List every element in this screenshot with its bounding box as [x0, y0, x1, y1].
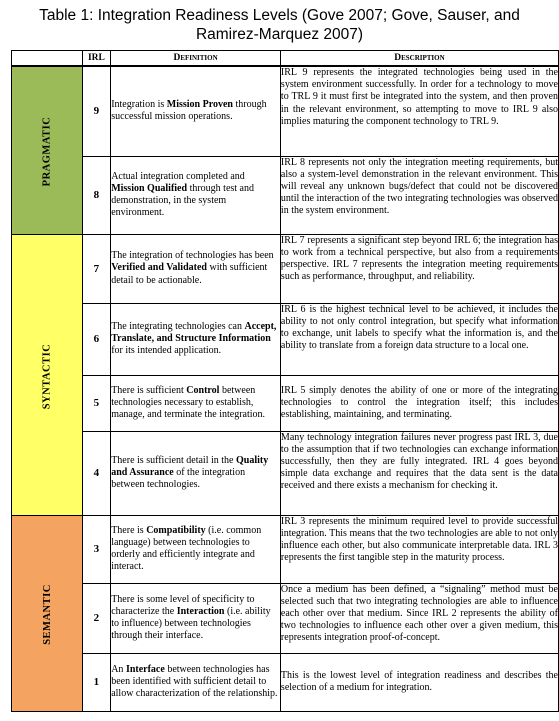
table-row — [12, 583, 559, 653]
category-pragmatic — [12, 66, 83, 234]
table-row — [12, 515, 559, 583]
definition-cell: Actual integration completed and Mission Qualified through test and demonstration, in the system environment. — [111, 156, 281, 234]
table-row — [12, 66, 559, 156]
irl-level: 3 — [82, 515, 111, 583]
definition-keyword: Mission Proven — [166, 99, 233, 111]
definition-cell: There is some level of specificity to characterize the Interaction (i.e. ability to influence) between technologies through their interface. — [111, 583, 281, 653]
table-row — [12, 234, 559, 303]
irl-level: 8 — [82, 156, 111, 234]
definition-cell: The integration of technologies has been Verified and Validated with sufficient detail to be actionable. — [111, 234, 281, 303]
definition-keyword: Interface — [125, 663, 165, 675]
definition-keyword: Compatibility — [146, 524, 206, 536]
irl-level: 4 — [82, 431, 111, 515]
definition-keyword: Mission Qualified — [111, 182, 188, 194]
definition-keyword: Accept, Translate, and Structure Information — [111, 320, 277, 344]
definition-cell: There is sufficient Control between technologies necessary to establish, manage, and terminate the integration. — [111, 375, 281, 431]
definition-cell: Integration is Mission Proven through successful mission operations. — [111, 66, 281, 156]
definition-cell: The integrating technologies can Accept, Translate, and Structure Information for its intended application. — [111, 303, 281, 375]
table-title-line-2: Ramirez-Marquez 2007) — [195, 26, 364, 43]
header-description: Description — [280, 51, 558, 67]
irl-table — [11, 50, 559, 712]
table-row — [12, 303, 559, 375]
header-row — [12, 51, 559, 67]
description-cell: This is the lowest level of integration readiness and describes the selection of a medium for integration. — [280, 653, 558, 711]
category-label: SEMANTIC — [41, 584, 53, 645]
description-cell: IRL 3 represents the minimum required level to provide successful integration. This means that the two technologies are able to not only influence each other, but also communicate interpretable data. IRL 3 represents the first tangible step in the maturity process. — [280, 515, 558, 583]
definition-keyword: Interaction — [176, 605, 225, 617]
table-row — [12, 431, 559, 515]
description-cell: IRL 7 represents a significant step beyond IRL 6; the integration has to work from a technical perspective, but also from a requirements perspective. IRL 7 represents the integration meeting requirements such as performance, throughput, and reliability. — [280, 234, 558, 303]
definition-cell: An Interface between technologies has been identified with sufficient detail to allow characterization of the relationship. — [111, 653, 281, 711]
header-definition: Definition — [111, 51, 281, 67]
description-cell: IRL 6 is the highest technical level to be achieved, it includes the ability to not only control integration, but specify what information to exchange, unit labels to specify what the information is, and the ability to translate from a foreign data structure to a local one. — [280, 303, 558, 375]
definition-cell: There is sufficient detail in the Quality and Assurance of the integration between technologies. — [111, 431, 281, 515]
table-title — [0, 6, 559, 44]
irl-level: 1 — [82, 653, 111, 711]
table-title-line-1: Table 1: Integration Readiness Levels (Gove 2007; Gove, Sauser, and — [39, 7, 520, 24]
description-cell: IRL 9 represents the integrated technologies being used in the system environment successfully. In order for a technology to move to TRL 9 it must first be integrated into the system, and then proven in the relevant environment, so attempting to move to IRL 9 also implies maturing the component technology to TRL 9. — [280, 66, 558, 156]
description-cell: IRL 5 simply denotes the ability of one or more of the integrating technologies to control the integration itself; this includes establishing, maintaining, and terminating. — [280, 375, 558, 431]
irl-level: 9 — [82, 66, 111, 156]
category-syntactic — [12, 234, 83, 515]
definition-keyword: Control — [186, 384, 220, 396]
table-row — [12, 375, 559, 431]
description-cell: Once a medium has been defined, a “signaling” method must be selected such that two integrating technologies are able to influence each other over that medium. Since IRL 2 represents the ability of two technologies to influence each other over a given medium, this represents integration proof-of-concept. — [280, 583, 558, 653]
definition-keyword: Verified and Validated — [111, 262, 207, 274]
category-label: SYNTACTIC — [41, 343, 53, 409]
header-irl: IRL — [82, 51, 111, 67]
definition-cell: There is Compatibility (i.e. common language) between technologies to orderly and efficiently integrate and interact. — [111, 515, 281, 583]
irl-level: 2 — [82, 583, 111, 653]
category-label: PRAGMATIC — [41, 116, 53, 187]
table-row — [12, 156, 559, 234]
definition-keyword: Quality and Assurance — [111, 454, 269, 478]
irl-level: 7 — [82, 234, 111, 303]
table-row — [12, 653, 559, 711]
header-blank-cell — [12, 51, 83, 67]
irl-level: 6 — [82, 303, 111, 375]
category-semantic — [12, 515, 83, 711]
description-cell: IRL 8 represents not only the integration meeting requirements, but also a system-level demonstration in the relevant environment. This will reveal any unknown bugs/defect that could not be discovered until the interaction of the two integrating technologies was observed in the system environment. — [280, 156, 558, 234]
irl-level: 5 — [82, 375, 111, 431]
description-cell: Many technology integration failures never progress past IRL 3, due to the assumption that if two technologies can exchange information successfully, then they are fully integrated. IRL 4 goes beyond simple data exchange and requires that the data sent is the data received and there exists a mechanism for checking it. — [280, 431, 558, 515]
